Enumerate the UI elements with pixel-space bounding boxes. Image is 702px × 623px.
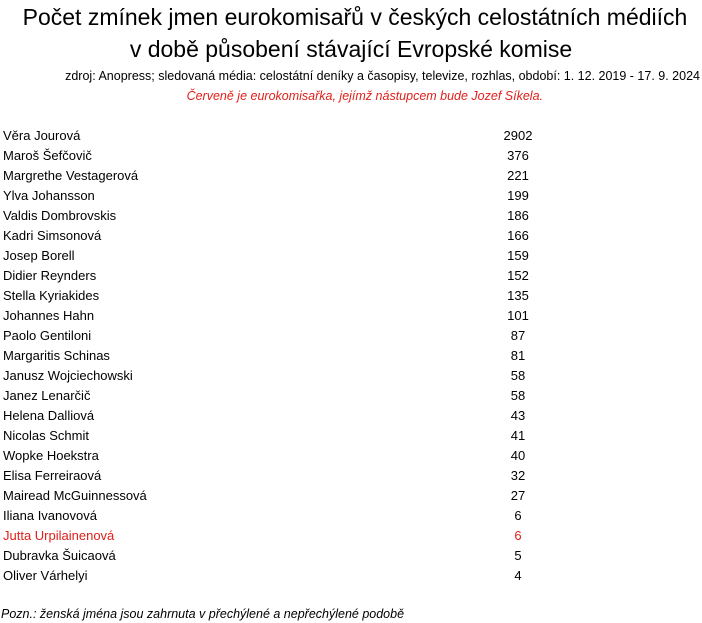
table-row: [0, 546, 702, 566]
commissioner-name: Margaritis Schinas: [3, 348, 110, 363]
commissioner-name: Maroš Šefčovič: [3, 148, 92, 163]
commissioner-name: Didier Reynders: [3, 268, 97, 283]
mention-count: 6: [514, 528, 522, 543]
table-row: [0, 266, 702, 286]
table-row: [0, 126, 702, 146]
mention-count: 32: [510, 468, 526, 483]
commissioner-name: Dubravka Šuicaová: [3, 548, 116, 563]
mention-count: 376: [507, 148, 529, 163]
mention-count: 166: [507, 228, 529, 243]
commissioner-name: Janez Lenarčič: [3, 388, 91, 403]
table-row: [0, 326, 702, 346]
table-row: [0, 226, 702, 246]
mention-count: 2902: [503, 128, 533, 143]
table-row: [0, 166, 702, 186]
chart-title-line-2: v době působení stávající Evropské komise: [129, 36, 573, 62]
commissioner-name: Nicolas Schmit: [3, 428, 89, 443]
table-row: [0, 146, 702, 166]
table-row: [0, 486, 702, 506]
mention-count: 199: [507, 188, 529, 203]
table-row: [0, 506, 702, 526]
commissioner-name: Ylva Johansson: [3, 188, 95, 203]
commissioner-name: Oliver Várhelyi: [3, 568, 88, 583]
table-row: [0, 346, 702, 366]
table-row: [0, 466, 702, 486]
mention-count: 6: [514, 508, 522, 523]
mention-count: 221: [507, 168, 529, 183]
table-row: [0, 246, 702, 266]
table-row: [0, 406, 702, 426]
table-row: [0, 186, 702, 206]
mention-count: 4: [514, 568, 522, 583]
mention-count: 5: [514, 548, 522, 563]
mention-count: 152: [507, 268, 529, 283]
chart-source-subtitle: zdroj: Anopress; sledovaná média: celostátní deníky a časopisy, televize, rozhlas, období: 1. 12. 2019 - 17. 9. 2024: [65, 69, 700, 83]
commissioner-name: Paolo Gentiloni: [3, 328, 92, 343]
table-row: [0, 566, 702, 586]
table-row: [0, 386, 702, 406]
table-row: [0, 526, 702, 546]
table-row: [0, 446, 702, 466]
commissioner-name: Stella Kyriakides: [3, 288, 100, 303]
table-row: [0, 206, 702, 226]
mention-count: 87: [510, 328, 526, 343]
commissioner-name: Josep Borell: [3, 248, 75, 263]
commissioner-name: Valdis Dombrovskis: [3, 208, 117, 223]
commissioner-name: Margrethe Vestagerová: [3, 168, 139, 183]
footnote: Pozn.: ženská jména jsou zahrnuta v přechýlené a nepřechýlené podobě: [1, 607, 405, 621]
chart-title-line-1: Počet zmínek jmen eurokomisařů v českých celostátních médiích: [22, 4, 688, 30]
commissioner-name: Elisa Ferreiraová: [3, 468, 102, 483]
commissioner-name: Mairead McGuinnessová: [3, 488, 147, 503]
mention-count: 186: [507, 208, 529, 223]
table-row: [0, 286, 702, 306]
commissioner-name: Johannes Hahn: [3, 308, 95, 323]
table-row: [0, 426, 702, 446]
commissioner-name: Wopke Hoekstra: [3, 448, 99, 463]
mention-count: 58: [510, 388, 526, 403]
commissioner-name: Kadri Simsonová: [3, 228, 102, 243]
mention-count: 135: [507, 288, 529, 303]
table-row: [0, 366, 702, 386]
mention-count: 40: [510, 448, 526, 463]
mentions-table: [0, 126, 702, 586]
mention-count: 101: [507, 308, 529, 323]
mention-count: 81: [510, 348, 526, 363]
commissioner-name: Iliana Ivanovová: [3, 508, 97, 523]
mention-count: 159: [507, 248, 529, 263]
commissioner-name: Věra Jourová: [3, 128, 81, 143]
mention-count: 41: [510, 428, 526, 443]
table-row: [0, 306, 702, 326]
mention-count: 58: [510, 368, 526, 383]
highlight-note: Červeně je eurokomisařka, jejímž nástupcem bude Jozef Síkela.: [186, 89, 543, 103]
commissioner-name: Janusz Wojciechowski: [3, 368, 133, 383]
commissioner-name: Helena Dalliová: [3, 408, 95, 423]
mention-count: 43: [510, 408, 526, 423]
commissioner-name: Jutta Urpilainenová: [3, 528, 115, 543]
mention-count: 27: [510, 488, 526, 503]
